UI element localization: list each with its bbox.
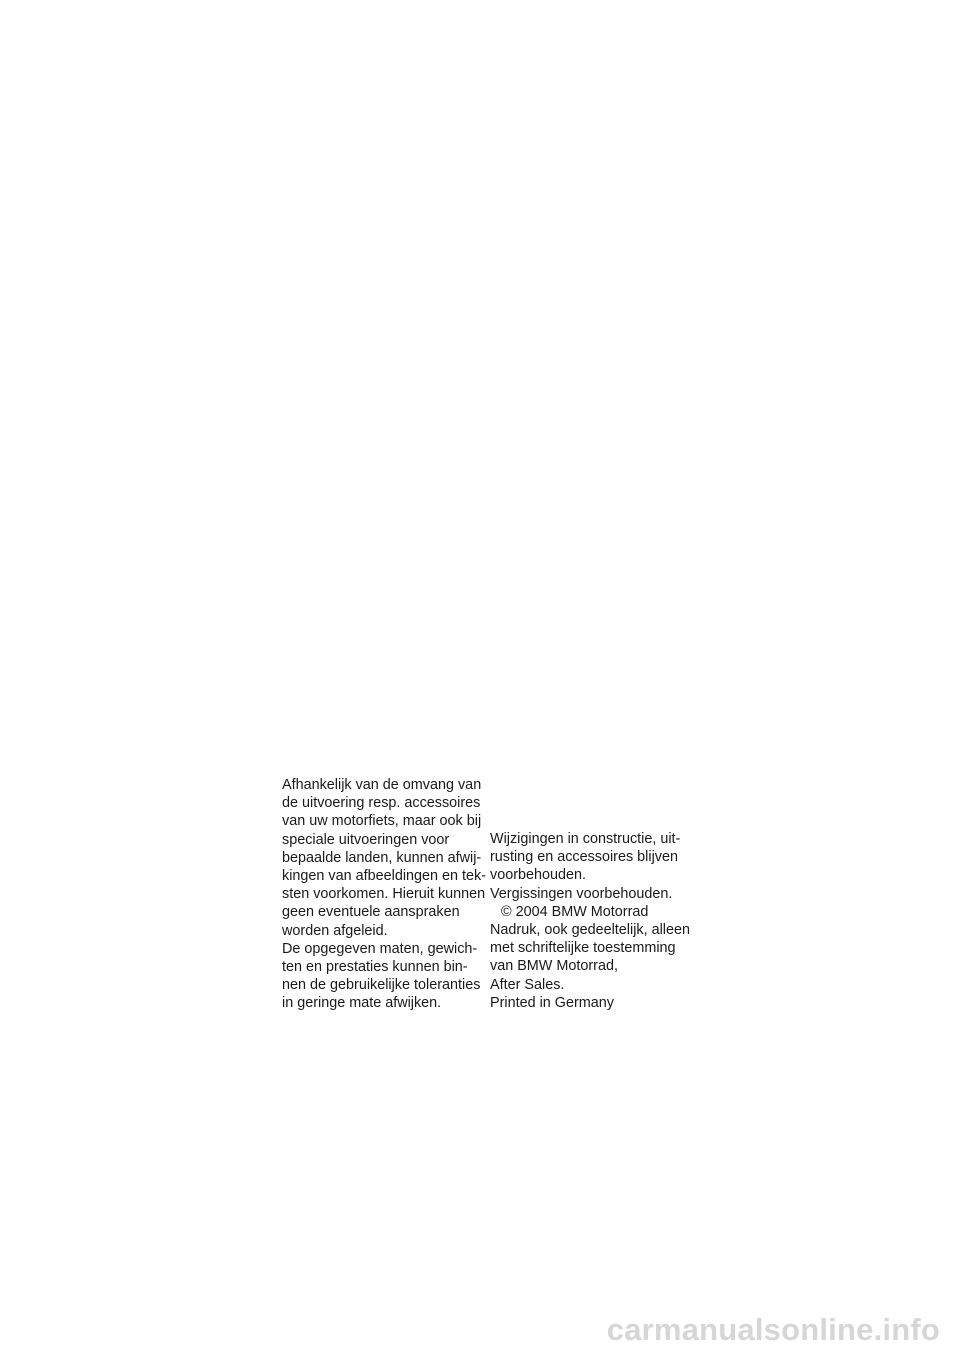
- text-line: met schriftelijke toestemming: [490, 940, 676, 957]
- text-line: nen de gebruikelijke toleranties: [282, 977, 481, 994]
- watermark: carmanualsonline.info: [606, 1312, 940, 1347]
- text-line: geen eventuele aanspraken: [282, 904, 460, 921]
- text-line: worden afgeleid.: [282, 922, 388, 939]
- copyright-line: © 2004 BMW Motorrad: [501, 903, 649, 920]
- text-line: ten en prestaties kunnen bin-: [282, 959, 468, 976]
- printed-in-line: Printed in Germany: [490, 994, 614, 1011]
- text-line: kingen van afbeeldingen en tek-: [282, 868, 487, 885]
- text-line: speciale uitvoeringen voor: [282, 831, 450, 848]
- text-line: de uitvoering resp. accessoires: [282, 795, 481, 812]
- text-line: van BMW Motorrad,: [490, 958, 618, 975]
- text-line: bepaalde landen, kunnen afwij-: [282, 849, 482, 866]
- text-line: Afhankelijk van de omvang van: [282, 777, 482, 793]
- text-line: sten voorkomen. Hieruit kunnen: [282, 886, 486, 903]
- text-line: After Sales.: [490, 976, 565, 993]
- text-line: Vergissingen voorbehouden.: [490, 885, 673, 902]
- text-line: van uw motorfiets, maar ook bij: [282, 813, 482, 830]
- copyright-column: [490, 830, 690, 1012]
- disclaimer-column: [282, 776, 487, 1013]
- text-line: Wijzigingen in constructie, uit-: [490, 831, 681, 847]
- text-line: rusting en accessoires blijven: [490, 849, 678, 866]
- text-line: voorbehouden.: [490, 867, 587, 884]
- text-line: Nadruk, ook gedeeltelijk, alleen: [490, 922, 690, 939]
- text-line: in geringe mate afwijken.: [282, 995, 442, 1012]
- text-line: De opgegeven maten, gewich-: [282, 940, 478, 957]
